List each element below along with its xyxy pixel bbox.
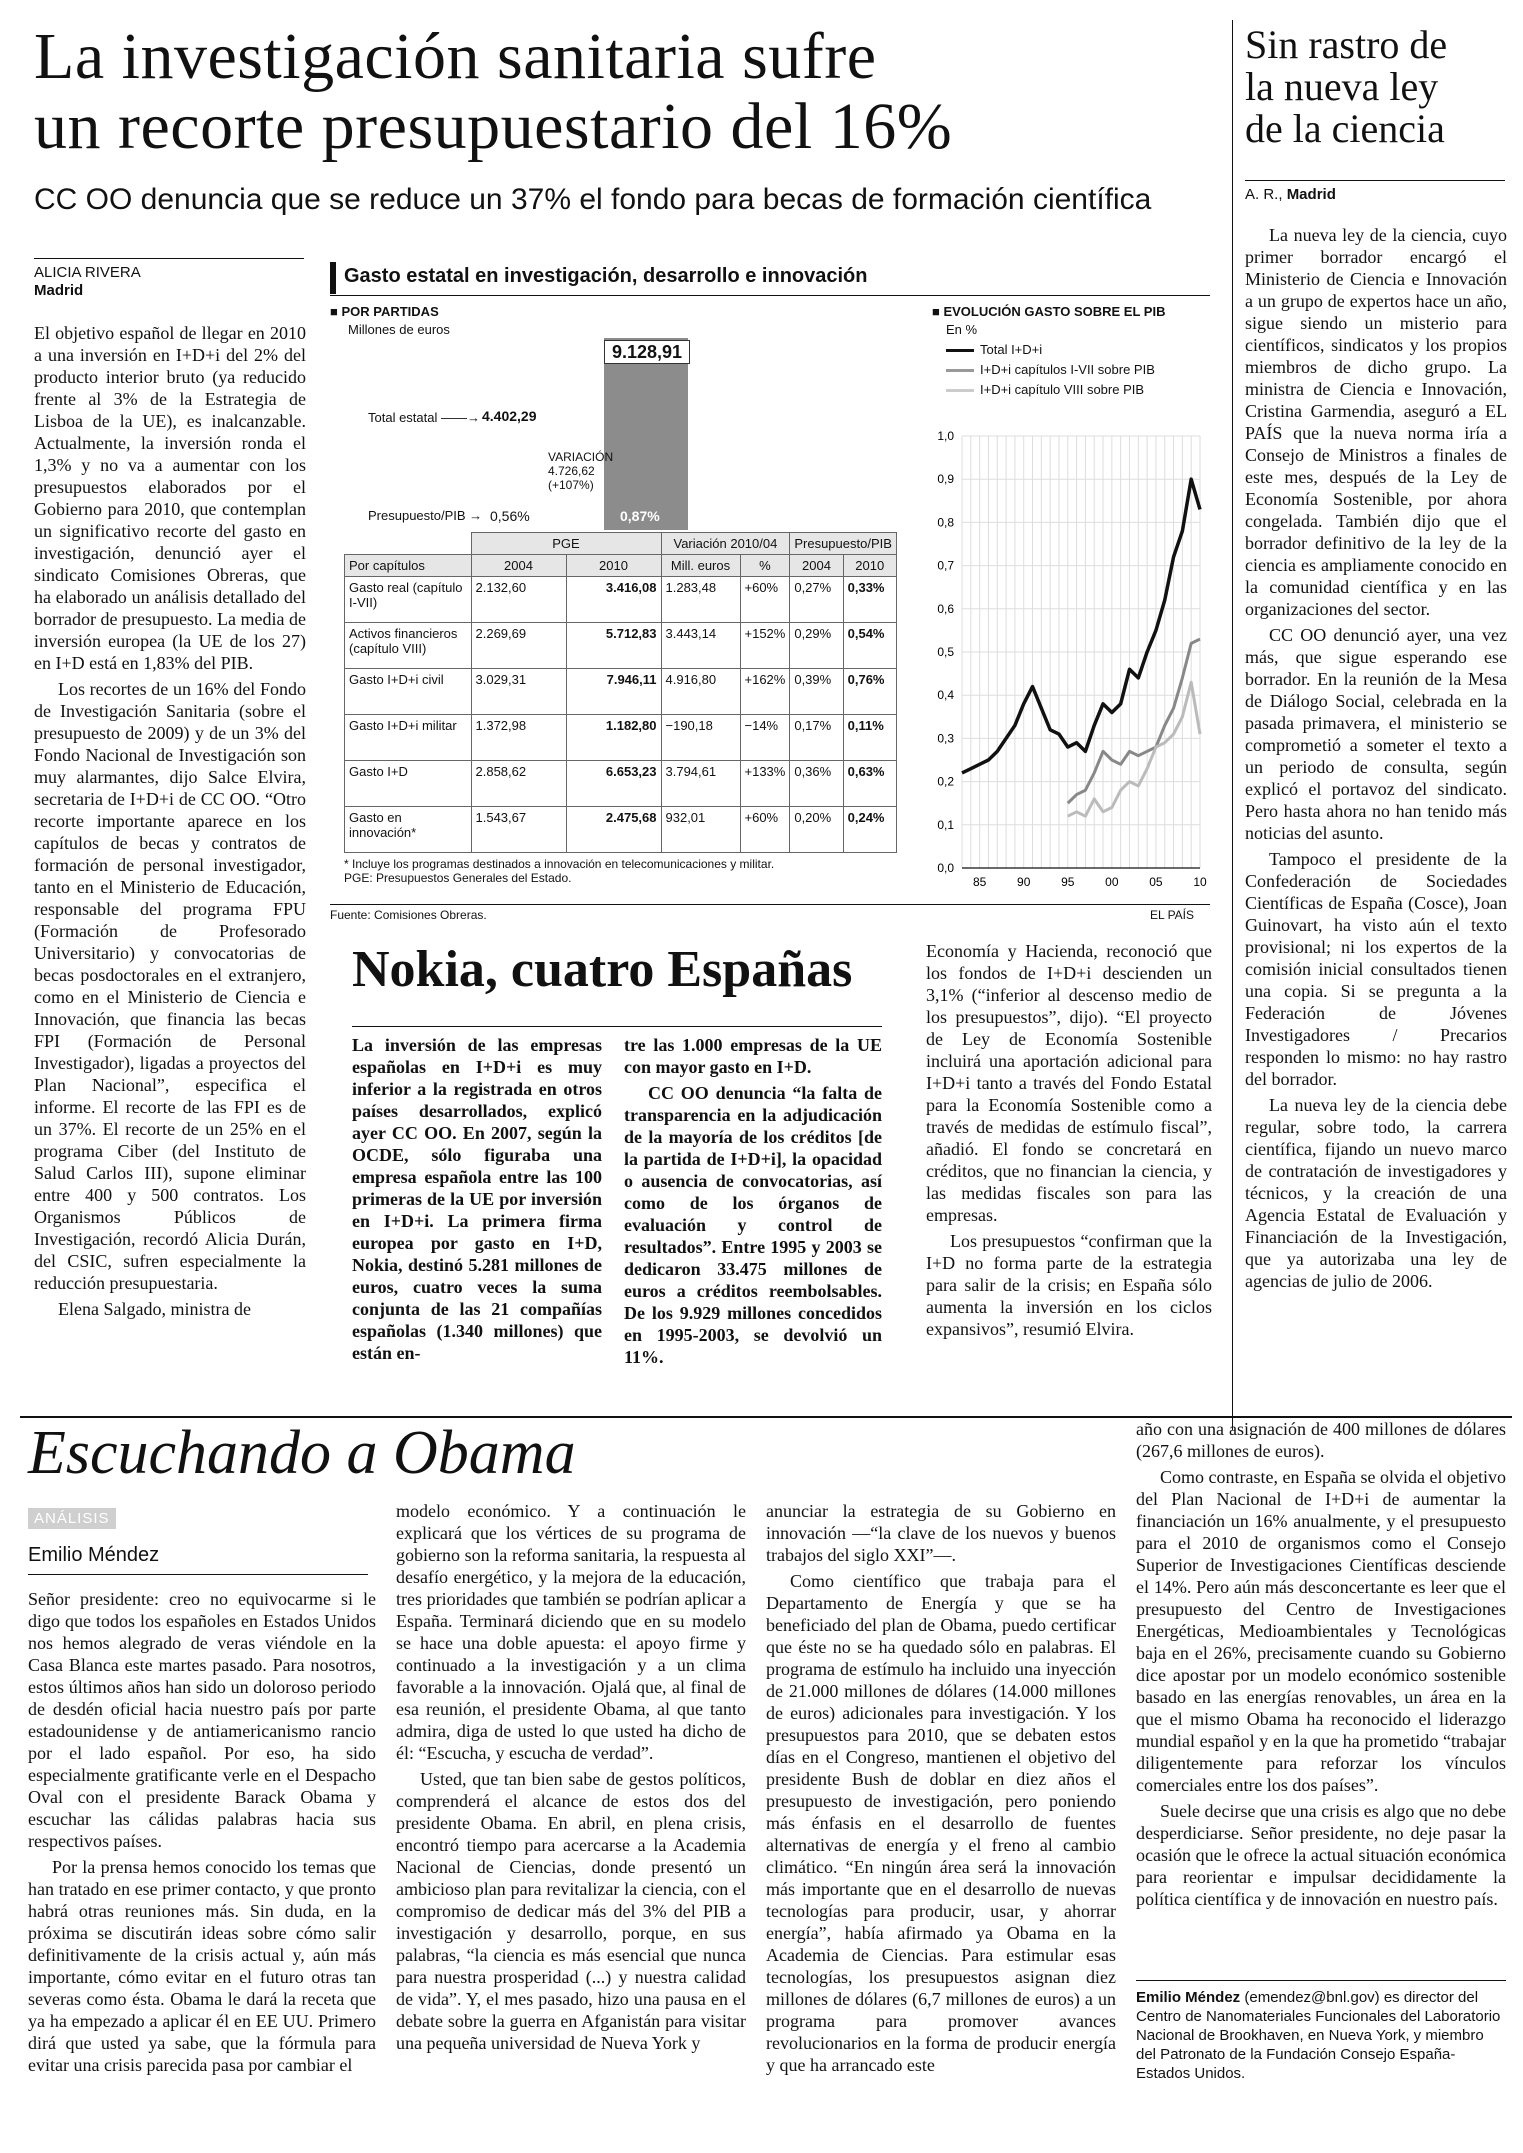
th-2004: 2004	[471, 555, 566, 577]
table-row: Gasto I+D+i civil 3.029,31 7.946,11 4.916,80 +162% 0,39% 0,76%	[345, 669, 897, 715]
y-tick-label: 1,0	[937, 429, 954, 443]
side-headline	[1245, 24, 1505, 150]
main-paragraph-1: El objetivo español de llegar en 2010 a una inversión en I+D+i del 2% del producto interior bruto (ya reducido frente al 3% de la Estrategia de Lisboa de la UE), es inalcanzable. Actualmente, la inversión ronda el 1,3% y no va a aumentar con los presupuestos elaborados por el Gobierno para 2010, que contemplan un significativo recorte del gasto en investigación, denunció ayer el sindicato Comisiones Obreras, que ha elaborado un análisis detallado del borrador de presupuesto. La media de inversión europea (la UE de los 27) en I+D está en 1,83% del PIB.	[34, 323, 306, 673]
pib-label: Presupuesto/PIB →	[368, 508, 483, 523]
obama-c1-p2: Por la prensa hemos conocido los temas que han tratado en ese primer contacto, y que pronto habrá otras reuniones más. Sin duda, en la próxima se discutirán ideas sobre cómo salir definitivamente de la crisis actual y, aún más importante, cómo evitar en el futuro otras tan severas como ésta. Obama le dará la receta que ya ha empezado a aplicar él en EE UU. Primero dirá que usted ya sabe, que la fórmula para evitar una crisis parecida pasa por cambiar el	[28, 1857, 376, 2075]
table-group-header	[345, 533, 897, 555]
th-variation: Variación 2010/04	[661, 533, 790, 555]
x-tick-label: 95	[1061, 875, 1075, 889]
side-byline-name: A. R.,	[1245, 186, 1283, 203]
obama-c2-p1: modelo económico. Y a continuación le explicará que los vértices de su programa de gobierno son la reforma sanitaria, la respuesta al desafío energético, y la mejora de la educación, tres prioridades que también se podrían aplicar a España. Terminará diciendo que en su modelo se hace una doble apuesta: el apoyo firme y continuado a la investigación y a un clima favorable a la innovación. Ojalá que, al final de esa reunión, el presidente Obama, al que tanto admira, diga de usted lo que usted ha dicho de él: “Escucha, y escucha de verdad”.	[396, 1501, 746, 1763]
main-paragraph-2: Los recortes de un 16% del Fondo de Investigación Sanitaria (sobre el presupuesto de 2009) y de un 3% del Fondo Nacional de Investigación son muy alarmantes, dijo Salce Elvira, secretaria de I+D+i de CC OO. “Otro recorte importante aparece en los capítulos de becas y contratos de formación de personal investigador, tanto en el Ministerio de Educación, responsable del programa FPU (Formación de Profesorado Universitario) y convocatorias de becas posdoctorales en el extranjero, como en el Ministerio de Ciencia e Innovación, que financia las becas FPI (Formación de Personal Investigador), ligadas a proyectos del Plan Nacional”, especifica el informe. El recorte de las FPI es de un 37%. El recorte de un 25% en el programa Ciber (del Instituto de Salud Carlos III), supone eliminar entre 400 y 500 contratos. Los Organismos Públicos de Investigación, recordó Alicia Durán, del CSIC, sufren especialmente la reducción presupuestaria.	[34, 679, 306, 1293]
obama-c1-p1: Señor presidente: creo no equivocarme si le digo que todos los españoles en Estados Unidos nos hemos alegrado de veras viéndole en la Casa Blanca este martes pasado. Para nosotros, estos últimos años han sido un doloroso periodo de desdén oficial hacia nuestro país por parte estadounidense y de antiamericanismo rancio por el lado español. Por eso, ha sido especialmente gratificante verle en el Despacho Oval con el presidente Barack Obama y escuchar las cálidas palabras hacia sus respectivos países.	[28, 1589, 376, 1851]
bio-rule	[1136, 1980, 1506, 1981]
table-footnote-1: * Incluye los programas destinados a innovación en telecomunicaciones y militar.	[344, 857, 775, 871]
bar-total-2010	[604, 338, 688, 530]
total-label: Total estatal ——→	[368, 410, 480, 425]
pib-2004: 0,56%	[490, 508, 530, 524]
variation-pct: (+107%)	[548, 478, 594, 492]
table-row: Gasto I+D+i militar 1.372,98 1.182,80 −190,18 −14% 0,17% 0,11%	[345, 715, 897, 761]
main-byline-place: Madrid	[34, 282, 84, 299]
obama-column-2-text	[396, 1500, 746, 2058]
obama-c4-p3: Suele decirse que una crisis es algo que no debe desperdiciarse. Señor presidente, no deje pasar la ocasión que le ofrece la actual situación económica para reorientar e impulsar decididamente la política científica y de innovación en nuestro país.	[1136, 1801, 1506, 1909]
obama-c3-p2: Como científico que trabaja para el Departamento de Energía y que se ha beneficiado del plan de Obama, puedo certificar que éste no se ha quedado sólo en palabras. El programa de estímulo ha incluido una inyección de 21.000 millones de dólares (14.000 millones de euros) adicionales para investigación. Y los presupuestos para 2010, que se debaten estos días en el Congreso, mantienen el objetivo del presidente Bush de doblar en diez años el presupuesto de investigación, pero poniendo más énfasis en el desarrollo de fuentes alternativas de energía y el freno al cambio climático. “En ningún área será la innovación más importante que en el desarrollo de nuevas tecnologías para producir, usar, y ahorrar energía”, había afirmado ya Obama en la Academia de Ciencias. Para estimular esas tecnologías, los presupuestos asignan diez millones de dólares (6,7 millones de euros) a un programa para promover avances revolucionarios en la forma de producir energía y que ha arrancado este	[766, 1571, 1116, 2075]
column-divider	[1232, 20, 1233, 1430]
chart-source: Fuente: Comisiones Obreras.	[330, 908, 487, 922]
obama-column-1	[28, 1588, 376, 2080]
th-pge: PGE	[471, 533, 661, 555]
th-pct: %	[740, 555, 790, 577]
main-paragraph-3: Elena Salgado, ministra de	[58, 1299, 251, 1319]
budget-table-wrap	[344, 532, 897, 885]
th-mill: Mill. euros	[661, 555, 740, 577]
main-byline-rule	[34, 258, 304, 259]
legend-item-cap-i-vii: I+D+i capítulos I-VII sobre PIB	[946, 360, 1155, 380]
x-tick-label: 90	[1017, 875, 1031, 889]
y-tick-label: 0,6	[937, 601, 954, 616]
obama-c3-p1: anunciar la estrategia de su Gobierno en innovación —“la clave de los nuevos y buenos trabajos del siglo XXI”—.	[766, 1501, 1116, 1565]
right-panel-units: En %	[946, 322, 978, 337]
x-tick-label: 05	[1149, 875, 1163, 889]
th-pib2010: 2010	[843, 555, 896, 577]
headline-line-2: un recorte presupuestario del 16%	[34, 90, 953, 163]
main-subhead: CC OO denuncia que se reduce un 37% el fondo para becas de formación científica	[34, 183, 1152, 216]
chart-credit: EL PAÍS	[1150, 908, 1195, 922]
analysis-label: ANÁLISIS	[28, 1508, 116, 1527]
line-chart	[920, 420, 1220, 900]
author-bio: Emilio Méndez (emendez@bnl.gov) es director del Centro de Nanomateriales Funcionales del Laboratorio Nacional de Brookhaven, en Nueva York, y miembro del Patronato de la Fundación Consejo España-Estados Unidos.	[1136, 1989, 1501, 2082]
side-headline-line-2: la nueva ley	[1245, 64, 1439, 109]
obama-c4-p2: Como contraste, en España se olvida el objetivo del Plan Nacional de I+D+i de aumentar la financiación un 16% anualmente, y el presupuesto para el 2010 de organismos como el Consejo Superior de Investigaciones Científicas desciende el 14%. Pero aún más desconcertante es leer que el presupuesto del Centro de Investigaciones Energéticas, Medioambientales y Tecnológicas baja en el 26%, precisamente cuando su Gobierno dice apostar por un modelo económico sostenible basado en las energías renovables, un área en la que el mismo Obama ha reconocido el liderazgo mundial español y en la que ha prometido “trabajar diligentemente para reforzar los vínculos comerciales entre los dos países”.	[1136, 1467, 1506, 1795]
nokia-rule	[352, 1026, 882, 1027]
y-tick-label: 0,5	[937, 645, 954, 659]
table-row: Gasto real (capítulo I-VII) 2.132,60 3.416,08 1.283,48 +60% 0,27% 0,33%	[345, 577, 897, 623]
obama-c2-p2: Usted, que tan bien sabe de gestos políticos, comprenderá el alcance de estos dos del presidente Obama. En abril, en plena crisis, encontró tiempo para acercarse a la Academia Nacional de Ciencias, donde presentó un ambicioso plan para revitalizar la ciencia, con el compromiso de dedicar más del 3% del PIB a investigación y desarrollo, porque, en sus palabras, “la ciencia es más esencial que nunca para nuestra prosperidad (...) y nuestra calidad de vida”. Y, el mes pasado, hizo una pausa en el debate sobre la guerra en Afganistán para visitar una pequeña universidad de Nueva York y	[396, 1769, 746, 2053]
y-tick-label: 0,2	[937, 774, 954, 789]
chart-title-rule	[330, 295, 1210, 296]
th-pib2004: 2004	[790, 555, 843, 577]
side-paragraph-2: CC OO denunció ayer, una vez más, que sigue esperando ese borrador. En la reunión de la Mesa de Diálogo Social, celebrada en la pasada primavera, el ministerio se comprometió a someter el texto a un periodo de consulta, según explicó el portavoz del sindicato. Pero hasta ahora no han tenido más noticias del asunto.	[1245, 625, 1507, 843]
y-tick-label: 0,1	[937, 817, 954, 832]
th-capitulos: Por capítulos	[345, 555, 472, 577]
variation-box	[548, 450, 613, 492]
y-tick-label: 0,4	[937, 688, 954, 703]
x-tick-label: 10	[1193, 875, 1207, 889]
legend-item-cap-viii: I+D+i capítulo VIII sobre PIB	[946, 380, 1155, 400]
nokia-column-2	[624, 1034, 882, 1372]
main-headline	[34, 22, 1214, 162]
main-article-column	[34, 322, 306, 1324]
author-rule	[28, 1574, 368, 1575]
side-paragraph-3: Tampoco el presidente de la Confederación de Sociedades Científicas de España (Cosce), Joan Guinovart, ha visto aún el texto provisional; ni los expertos de la comisión inicial consultados tienen una copia. Si se pregunta a la Federación de Jóvenes Investigadores / Precarios responden lo mismo: no hay rastro del borrador.	[1245, 849, 1507, 1089]
y-tick-label: 0,0	[937, 861, 954, 875]
th-pib: Presupuesto/PIB	[790, 533, 897, 555]
side-byline	[1245, 186, 1336, 204]
side-paragraph-1: La nueva ley de la ciencia, cuyo primer borrador encargó el Ministerio de Ciencia e Innovación a un grupo de expertos hace un año, sigue siendo un misterio para científicos, sindicatos y los propios miembros de dicho grupo. La ministra de Ciencia e Innovación, Cristina Garmendia, aseguró a EL PAÍS que la nueva norma iría a Consejo de Ministros a finales de este mes, después de la Ley de Economía Sostenible, por ahora congelada. También dijo que el borrador definitivo de la ley de la ciencia es ampliamente conocido en la comunidad científica y en las organizaciones del sector.	[1245, 225, 1507, 619]
chart-legend	[946, 340, 1155, 400]
right-panel-title: ■ EVOLUCIÓN GASTO SOBRE EL PIB	[932, 304, 1166, 319]
main-byline	[34, 264, 141, 300]
total-2004-label: 4.402,29	[482, 408, 537, 424]
side-headline-line-3: de la ciencia	[1245, 106, 1445, 151]
side-article-column	[1245, 224, 1507, 1296]
variation-value: 4.726,62	[548, 464, 595, 478]
x-tick-label: 00	[1105, 875, 1119, 889]
nokia-title: Nokia, cuatro Españas	[352, 941, 853, 998]
table-col-header	[345, 555, 897, 577]
nokia-column-1: La inversión de las empresas españolas en I+D+i es muy inferior a la registrada en otros países desarrollados, explicó ayer CC OO. En 2007, según la OCDE, sólo figuraba una empresa española entre las 100 primeras de la UE por inversión en I+D+i. La primera firma europea por gasto en I+D, Nokia, destinó 5.281 millones de euros, cuatro veces la suma conjunta de las 21 compañías españolas (1.340 millones) que están en-	[352, 1035, 602, 1363]
pib-2010: 0,87%	[620, 508, 660, 524]
nokia-col2-p1: tre las 1.000 empresas de la UE con mayor gasto en I+D.	[624, 1035, 882, 1077]
x-tick-label: 85	[972, 875, 987, 889]
y-tick-label: 0,7	[937, 558, 954, 573]
side-paragraph-4: La nueva ley de la ciencia debe regular, sobre todo, la carrera científica, fijando un nuevo marco de contratación de investigadores y técnicos, y la creación de una Agencia Estatal de Evaluación y Financiación de la Investigación, que ya autorizaba una ley de agencias de julio de 2006.	[1245, 1095, 1507, 1291]
side-headline-line-1: Sin rastro de	[1245, 22, 1448, 67]
obama-column-4	[1136, 1418, 1506, 1914]
main-article-column-3	[926, 940, 1212, 1344]
col3-paragraph-2: Los presupuestos “confirman que la I+D no forma parte de la estrategia para salir de la crisis; en España sólo aumenta la inversión en los ciclos expansivos”, resumió Elvira.	[926, 1231, 1212, 1339]
chart-title-marker	[330, 262, 336, 294]
obama-c4-p1: año con una asignación de 400 millones de dólares (267,6 millones de euros).	[1136, 1419, 1506, 1461]
main-byline-name: ALICIA RIVERA	[34, 264, 141, 281]
legend-item-total: Total I+D+i	[946, 340, 1155, 360]
chart-bottom-rule	[330, 904, 1210, 905]
total-2010-label: 9.128,91	[604, 340, 690, 364]
obama-title: Escuchando a Obama	[28, 1419, 576, 1487]
side-byline-rule	[1245, 180, 1505, 181]
th-2010: 2010	[566, 555, 661, 577]
obama-author: Emilio Méndez	[28, 1544, 160, 1566]
y-tick-label: 0,3	[937, 731, 954, 746]
left-panel-units: Millones de euros	[348, 322, 450, 337]
table-row: Gasto en innovación* 1.543,67 2.475,68 932,01 +60% 0,20% 0,24%	[345, 807, 897, 853]
obama-column-3	[766, 1500, 1116, 2080]
chart-title: Gasto estatal en investigación, desarrollo e innovación	[344, 265, 868, 287]
y-tick-label: 0,9	[937, 472, 954, 487]
table-row: Gasto I+D 2.858,62 6.653,23 3.794,61 +133% 0,36% 0,63%	[345, 761, 897, 807]
table-row: Activos financieros (capítulo VIII) 2.269,69 5.712,83 3.443,14 +152% 0,29% 0,54%	[345, 623, 897, 669]
col3-paragraph-1: Economía y Hacienda, reconoció que los fondos de I+D+i descienden un 3,1% (“inferior al descenso medio de los presupuestos”, dijo). “El proyecto de Ley de Economía Sostenible incluirá una aportación adicional para I+D+i tanto a través del Fondo Estatal para la Economía Sostenible como a través de medidas de estímulo fiscal”, añadió. El fondo se concretará en créditos, que no financian la ciencia, y las medidas fiscales son para las empresas.	[926, 941, 1212, 1225]
side-byline-place: Madrid	[1286, 186, 1336, 203]
table-footnote-2: PGE: Presupuestos Generales del Estado.	[344, 871, 572, 885]
left-panel-title: ■ POR PARTIDAS	[330, 304, 439, 319]
y-tick-label: 0,8	[937, 515, 954, 530]
budget-table	[344, 532, 897, 853]
nokia-col2-p2: CC OO denuncia “la falta de transparencia en la adjudicación de la mayoría de los créditos [de la partida de I+D+i], la opacidad o ausencia de convocatorias, así como de los órganos de evaluación y control de resultados”. Entre 1995 y 2003 se dedicaron 33.475 millones de euros a créditos reembolsables. De los 9.929 millones concedidos en 1995-2003, se devolvió un 11%.	[624, 1083, 882, 1367]
variation-label: VARIACIÓN	[548, 450, 614, 464]
headline-line-1: La investigación sanitaria sufre	[34, 20, 877, 93]
